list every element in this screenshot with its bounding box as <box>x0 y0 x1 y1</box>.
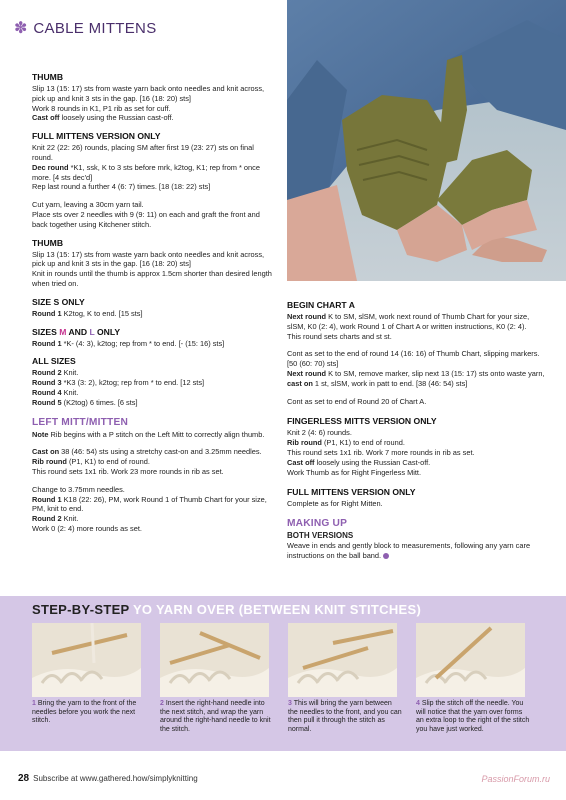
both-versions-subheading: BOTH VERSIONS <box>287 531 354 541</box>
step-3-photo <box>288 623 397 697</box>
full-mittens-heading: FULL MITTENS VERSION ONLY <box>32 131 161 142</box>
instruction-text: *K- (4: 3), k2tog; rep from * to end. [- (15: 16) sts] <box>61 338 225 348</box>
instruction: Cont as set to the end of round 14 (16: 16) of Thumb Chart, slipping markers. [50 (60: 70) sts] <box>287 349 540 369</box>
instruction: This round sets charts and st st. <box>287 331 392 341</box>
thumb-section-2 <box>32 238 272 289</box>
thumb-heading: THUMB <box>32 72 64 82</box>
left-column <box>32 72 272 534</box>
full-mittens-heading: FULL MITTENS VERSION ONLY <box>287 487 416 498</box>
full-mittens-section <box>32 131 272 229</box>
size-s-heading: SIZE S ONLY <box>32 296 85 307</box>
all-sizes-heading: ALL SIZES <box>32 356 76 367</box>
fingerless-section <box>287 416 547 477</box>
size-s-section <box>32 297 272 319</box>
right-column <box>287 300 547 561</box>
instruction: Complete as for Right Mitten. <box>287 499 383 509</box>
step-3-text: 3 This will bring the yarn between the needles to the front, and you can then pull it through the stitch as normal. <box>288 700 402 733</box>
size-ml-heading: SIZES M AND L ONLY <box>32 326 121 337</box>
bold-term: Round 1 <box>32 308 62 318</box>
page-title: CABLE MITTENS <box>33 20 157 37</box>
step-4-photo <box>416 623 525 697</box>
all-sizes-section <box>32 356 272 407</box>
instruction: Round 1 K18 (22: 26), PM, work Round 1 of Thumb Chart for your size, PM, knit to end. <box>32 494 267 514</box>
instruction: Slip 13 (15: 17) sts from waste yarn back onto needles and knit across, pick up and knit 3 sts in the gap. [16 (18: 20) sts] <box>32 84 265 103</box>
mitten-photo <box>287 0 566 281</box>
step-1-text: 1 Bring the yarn to the front of the needles before you work the next stitch. <box>32 700 137 725</box>
end-mark-icon <box>383 553 389 559</box>
step-by-step-heading: STEP-BY-STEP YO YARN OVER (BETWEEN KNIT STITCHES) <box>32 602 422 617</box>
instruction: Work Thumb as for Right Fingerless Mitt. <box>287 467 422 477</box>
instruction: Cut yarn, leaving a 30cm yarn tail. <box>32 200 144 210</box>
instruction: Weave in ends and gently block to measurements, following any yarn care instructions on the ball band. <box>287 541 531 560</box>
instruction: Knit 22 (22: 26) rounds, placing SM after first 19 (23: 27) sts on final round. <box>32 143 254 162</box>
bold-term: Cast off <box>32 113 60 123</box>
instruction: Cast off loosely using the Russian Cast-off. <box>287 457 431 467</box>
full-mittens-right-section <box>287 487 547 509</box>
instruction: Change to 3.75mm needles. <box>32 484 125 494</box>
instruction: Slip 13 (15: 17) sts from waste yarn back onto needles and knit across, pick up and knit 3 sts in the gap. [16 (18: 20) sts] <box>32 249 265 269</box>
left-mitt-heading: LEFT MITT/MITTEN <box>32 416 129 428</box>
instruction: Round 2 Knit. <box>32 514 79 524</box>
instruction: Cast on 38 (46: 54) sts using a stretchy cast-on and 3.25mm needles. <box>32 447 262 457</box>
instruction <box>32 163 272 183</box>
step-by-step-band <box>0 596 566 751</box>
instruction: Round 5 (K2tog) 6 times. [6 sts] <box>32 397 138 407</box>
step-4-text: 4 Slip the stitch off the needle. You will notice that the yarn over forms an extra loop to the right of the stitch you have just worked. <box>416 700 530 733</box>
thumb-section <box>32 72 272 123</box>
watermark: PassionForum.ru <box>481 774 550 784</box>
section-header <box>14 20 157 37</box>
making-up-heading: MAKING UP <box>287 518 348 530</box>
instruction: Round 2 Knit. <box>32 368 79 378</box>
chart-a-section <box>287 300 547 406</box>
page-number: 28 <box>18 773 30 784</box>
step-2-photo <box>160 623 269 697</box>
instruction: Knit 2 (4: 6) rounds. <box>287 428 352 438</box>
instruction <box>32 339 272 349</box>
instruction: Round 4 Knit. <box>32 387 79 397</box>
left-mitt-section <box>32 430 272 534</box>
instruction: Next round K to SM, slSM, work next round of Thumb Chart for your size, slSM, K0 (2: 4), work Round 1 of Chart A or written instructions, K0 (2: 4). <box>287 312 530 331</box>
instruction: Cont as set to end of Round 20 of Chart A. <box>287 396 427 406</box>
instruction-text: loosely using the Russian cast-off. <box>59 113 174 123</box>
instruction: Note Rib begins with a P stitch on the Left Mitt to correctly align thumb. <box>32 429 265 439</box>
bold-term: Dec round <box>32 162 69 172</box>
instruction: Work 8 rounds in K1, P1 rib as set for cuff. <box>32 103 171 113</box>
chart-a-heading: BEGIN CHART A <box>287 300 355 310</box>
instruction: This round sets 1x1 rib. Work 7 more rounds in rib as set. <box>287 447 475 457</box>
bold-term: Round 1 <box>32 338 62 348</box>
size-ml-section <box>32 327 272 349</box>
instruction: Place sts over 2 needles with 9 (9: 11) on each and graft the front and back together using Kitchener stitch. <box>32 209 260 229</box>
instruction: Next round K to SM, remove marker, slip next 13 (15: 17) sts onto waste yarn, cast on 1 st, slSM, work in patt to end. [38 (46: 54) sts] <box>287 368 545 388</box>
instruction: Work 0 (2: 4) more rounds as set. <box>32 523 142 533</box>
page-footer <box>18 773 198 784</box>
instruction-text: K2tog, K to end. [15 sts] <box>61 308 143 318</box>
instruction: This round sets 1x1 rib. Work 23 more rounds in rib as set. <box>32 466 224 476</box>
instruction <box>32 113 272 123</box>
instruction: Knit in rounds until the thumb is approx 1.5cm shorter than desired length when tried on. <box>32 269 272 288</box>
step-1-photo <box>32 623 141 697</box>
instruction: Rib round (P1, K1) to end of round. <box>32 457 150 467</box>
step-2-text: 2 Insert the right-hand needle into the next stitch, and wrap the yarn around the right-hand needle to knit the stitch. <box>160 700 271 733</box>
instruction: Round 3 *K3 (3: 2), k2tog; rep from * to end. [12 sts] <box>32 378 205 388</box>
instruction-text: *K1, ssk, K to 3 sts before mrk, k2tog, K1; rep from * once more. [4 sts dec'd] <box>32 162 260 182</box>
instruction <box>32 309 272 319</box>
flower-icon: ✽ <box>14 19 28 37</box>
fingerless-heading: FINGERLESS MITTS VERSION ONLY <box>287 416 437 427</box>
instruction: Rib round (P1, K1) to end of round. <box>287 438 405 448</box>
subscribe-link[interactable]: Subscribe at www.gathered.how/simplyknitting <box>33 774 198 783</box>
thumb-heading: THUMB <box>32 237 64 248</box>
instruction: Rep last round a further 4 (6: 7) times. [18 (18: 22) sts] <box>32 182 211 192</box>
